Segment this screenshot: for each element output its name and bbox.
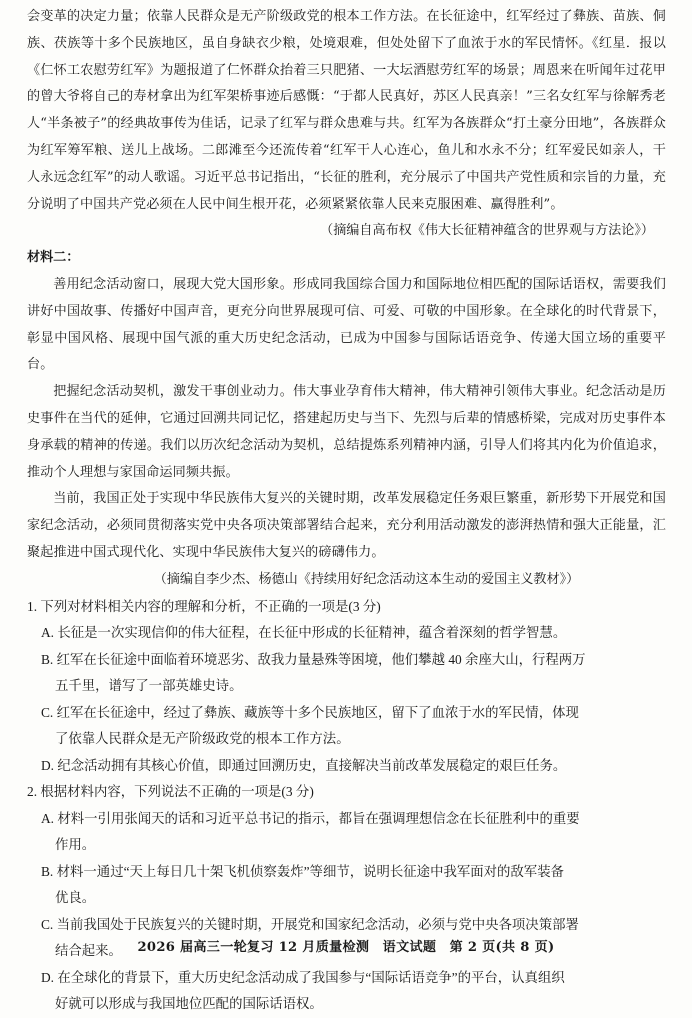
option-d: [27, 753, 666, 780]
option-text: 材料一引用张闻天的话和习近平总书记的指示，都旨在强调理想信念在长征胜利中的重要: [57, 810, 580, 826]
option-text: 在全球化的背景下，重大历史纪念活动成了我国参与“国际话语竞争”的平台，认真组织: [57, 969, 565, 985]
option-label: B.: [41, 863, 54, 879]
question-stem: 1. 下列对材料相关内容的理解和分析，不正确的一项是(3 分): [27, 598, 381, 614]
material2-paragraph-1: 善用纪念活动窗口，展现大党大国形象。形成同我国综合国力和国际地位相匹配的国际话语权，需要我们讲好中国故事、传播好中国声音，更充分向世界展现可信、可爱、可敬的中国形象。在全球化的时代背景下，彰显中国风格、展现中国气派的重大历史纪念活动，已成为中国参与国际话语竞争、传递大国立场的重要平台。: [27, 276, 666, 373]
option-c: [27, 700, 666, 753]
option-b: [27, 647, 666, 700]
option-d: [27, 965, 666, 1018]
option-label: A.: [41, 810, 55, 826]
question-stem: 2. 根据材料内容，下列说法不正确的一项是(3 分): [27, 784, 314, 800]
option-b: [27, 859, 666, 912]
option-text: 材料一通过“天上每日几十架飞机侦察轰炸”等细节，说明长征途中我军面对的敌军装备: [56, 863, 564, 879]
material2-source: （摘编自李少杰、杨德山《持续用好纪念活动这本生动的爱国主义教材》）: [153, 571, 580, 587]
option-text: 当前我国处于民族复兴的关键时期，开展党和国家纪念活动，必须与党中央各项决策部署: [56, 916, 579, 932]
option-text-continued: 优良。: [55, 890, 96, 906]
option-text-continued: 好就可以形成与我国地位匹配的国际话语权。: [55, 996, 323, 1012]
option-label: A.: [41, 625, 55, 641]
material2-heading: 材料二：: [27, 250, 80, 266]
page-footer: 2026 届高三一轮复习 12 月质量检测 语文试题 第 2 页(共 8 页): [137, 940, 555, 955]
option-label: D.: [41, 969, 55, 985]
option-label: C.: [41, 916, 54, 932]
material2-paragraph-2: 把握纪念活动契机，激发干事创业动力。伟大事业孕育伟大精神，伟大精神引领伟大事业。纪念活动是历史事件在当代的延伸，它通过回溯共同记忆，搭建起历史与当下、先烈与后辈的情感桥梁，完成对历史事件本身承载的精神的传递。我们以历次纪念活动为契机，总结提炼系列精神内涵，引导人们将其内化为价值追求，推动个人理想与家国命运同频共振。: [27, 384, 666, 480]
option-a: [27, 620, 666, 647]
option-a: [27, 806, 666, 859]
option-text-continued: 五千里，谱写了一部英雄史诗。: [55, 678, 243, 694]
material2-paragraph-3: 当前，我国正处于实现中华民族伟大复兴的关键时期，改革发展稳定任务艰巨繁重，新形势下开展党和国家纪念活动，必须同贯彻落实党中央各项决策部署结合起来，充分利用活动激发的澎湃热情和强大正能量，汇聚起推进中国式现代化、实现中华民族伟大复兴的磅礴伟力。: [27, 491, 666, 560]
material1-paragraph: 会变革的决定力量；依靠人民群众是无产阶级政党的根本工作方法。在长征途中，红军经过了彝族、苗族、侗族、茯族等十多个民族地区，虽自身缺衣少粮，处境艰难，但处处留下了血浓于水的军民情怀。《红星．报以《仁怀工农慰劳红军》为题报道了仁怀群众抬着三只肥猪、一大坛酒慰劳红军的场景；周恩来在听闻年过花甲的曾大爷将自己的寿材拿出为红军架桥事迹后感慨：“于都人民真好，苏区人民真亲！”三名女红军与徐解秀老人“半条被子”的经典故事传为佳话，记录了红军与群众患难与共。红军为各族群众“打土豪分田地”，各族群众为红军筹军粮、送儿上战场。二郎滩至今还流传着“红军干人心连心，鱼儿和水永不分；红军爱民如亲人，干人永远念红军”的动人歌谣。习近平总书记指出，“长征的胜利，充分展示了中国共产党性质和宗旨的力量，充分说明了中国共产党必须在人民中间生根开花，必须紧紧依靠人民来克服困难、赢得胜利”。: [27, 9, 666, 212]
question-2: [27, 779, 666, 1018]
option-text: 纪念活动拥有其核心价值，即通过回溯历史，直接解决当前改革发展稳定的艰巨任务。: [57, 757, 567, 773]
option-text: 长征是一次实现信仰的伟大征程，在长征中形成的长征精神，蕴含着深刻的哲学智慧。: [57, 625, 567, 641]
option-label: C.: [41, 704, 54, 720]
option-text: 红军在长征途中，经过了彝族、藏族等十多个民族地区，留下了血浓于水的军民情，体现: [56, 704, 579, 720]
option-text-continued: 作用。: [55, 837, 96, 853]
option-text-continued: 了依靠人民群众是无产阶级政党的根本工作方法。: [55, 731, 350, 747]
option-text: 红军在长征途中面临着环境恶劣、敌我力量悬殊等困境，他们攀越 40 余座大山，行程两万: [56, 651, 586, 667]
option-label: D.: [41, 757, 55, 773]
material1-source: （摘编自高布权《伟大长征精神蕴含的世界观与方法论》）: [320, 223, 654, 239]
option-text-continued: 结合起来。: [55, 943, 122, 959]
question-1: [27, 594, 666, 780]
option-label: B.: [41, 651, 54, 667]
